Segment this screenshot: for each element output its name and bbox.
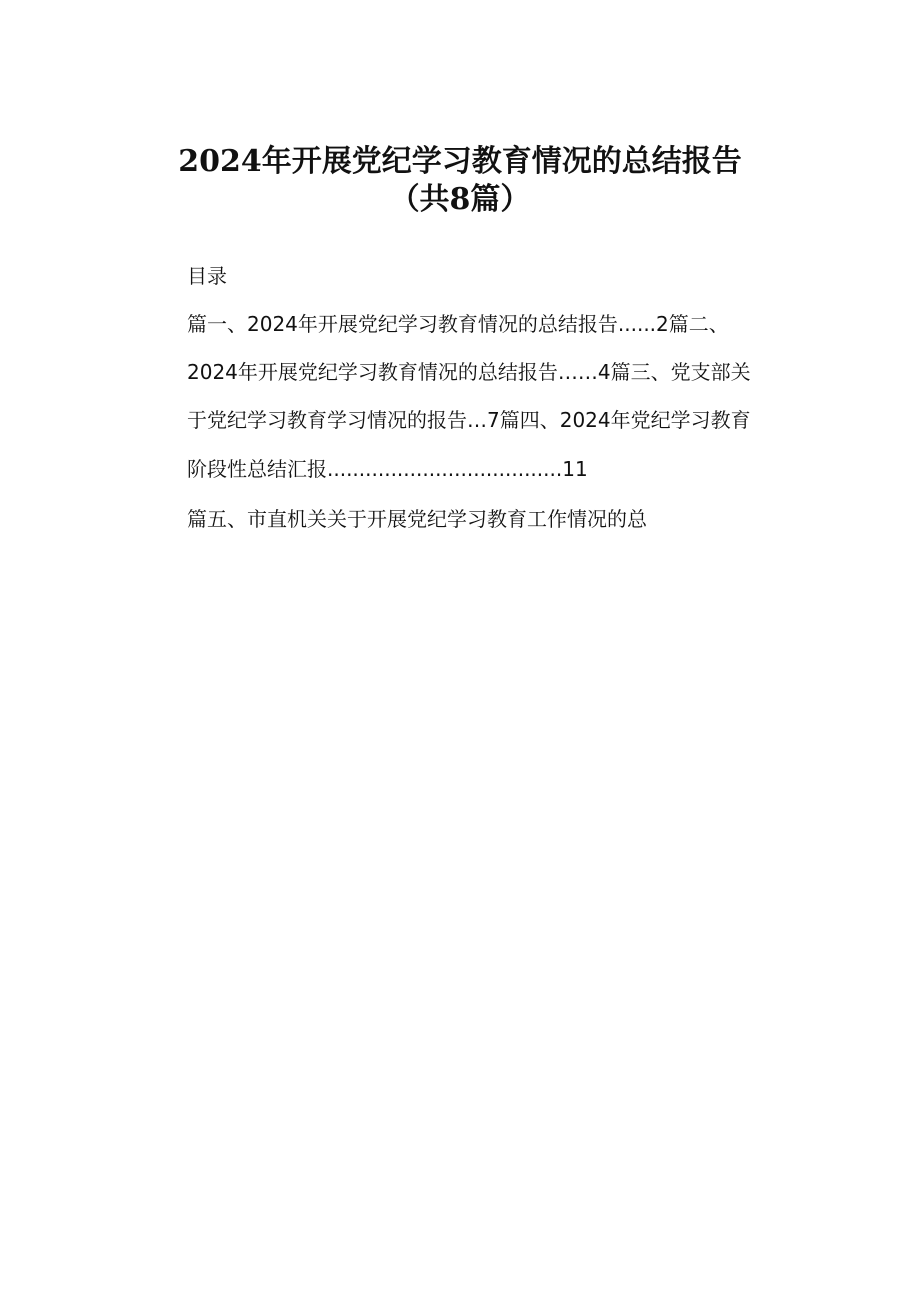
toc-line: 阶段性总结汇报.....................................11 xyxy=(187,457,588,481)
document-subtitle: （共8篇） xyxy=(389,182,531,217)
toc-line: 篇五、市直机关关于开展党纪学习教育工作情况的总 xyxy=(187,507,647,531)
document-title: 2024年开展党纪学习教育情况的总结报告 xyxy=(178,144,742,179)
toc-heading: 目录 xyxy=(187,264,227,288)
toc-line: 于党纪学习教育学习情况的报告…7篇四、2024年党纪学习教育 xyxy=(187,408,751,432)
toc-line: 2024年开展党纪学习教育情况的总结报告……4篇三、党支部关 xyxy=(187,360,751,384)
toc-line: 篇一、2024年开展党纪学习教育情况的总结报告......2篇二、 xyxy=(187,312,729,336)
